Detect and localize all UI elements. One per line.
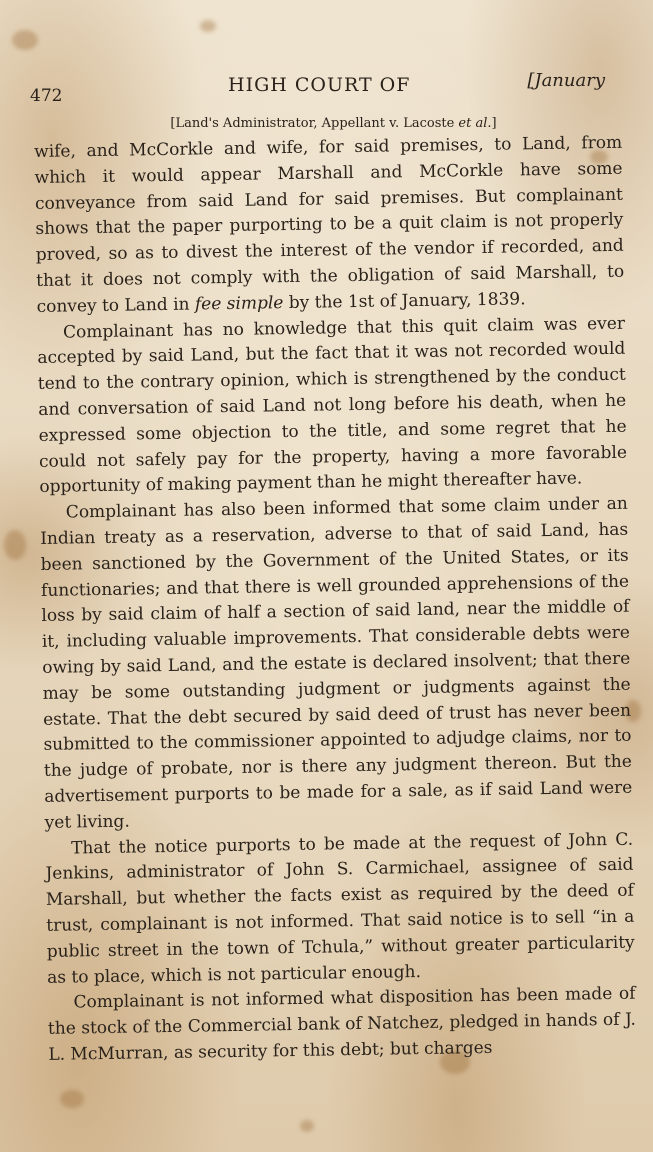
- stain-spot: [4, 530, 26, 560]
- page-header: [30, 70, 605, 106]
- caption-italic: et al.: [458, 116, 492, 131]
- stain-spot: [300, 1120, 314, 1132]
- paragraph-5: Complainant is not informed what disposition has been made of the stock of the Commercial bank of Natchez, pledged in hands of J. L. McMurran, as security for this debt; but charges: [47, 983, 637, 1065]
- paragraph-1-end: by the 1st of January, 1839.: [283, 289, 526, 313]
- stain-spot: [12, 30, 38, 50]
- case-caption: [0, 116, 653, 131]
- caption-close: ]: [491, 116, 497, 131]
- paragraph-4: That the notice purports to be made at the request of John C. Jenkins, administrator of John S. Carmichael, assignee of said Marshall, but whether the facts exist as required by the deed of trust, complainant is not informed. That said notice is to sell “in a public street in the town of Tchula,” without greater particularity as to place, which is not particular enough.: [45, 829, 635, 988]
- paragraph-1-text: wife, and McCorkle and wife, for said premises, to Land, from which it would appear Marshall and McCorkle have some conveyance from said Land for said premises. But complainant shows that the paper purporting to be a quit claim is not properly proved, so as to divest the interest of the vendor if recorded, and that it does not comply with the obligation of said Marshall, to convey to Land in: [34, 132, 625, 317]
- body-text: [34, 131, 637, 1069]
- caption-text: [Land's Administrator, Appellant v. Lacoste: [170, 116, 459, 131]
- date-heading: [January: [527, 70, 605, 91]
- paragraph-1-italic: fee simple: [194, 292, 284, 315]
- stain-spot: [60, 1090, 84, 1108]
- stain-spot: [200, 20, 216, 32]
- page-number: 472: [30, 86, 63, 106]
- running-head: HIGH COURT OF: [228, 74, 411, 96]
- paragraph-3: Complainant has also been informed that some claim under an Indian treaty as a reservation, adverse to that of said Land, has been sanctioned by the Government of the United States, or its functionaries; and that there is well grounded apprehensions of the loss by said claim of half a section of said land, near the middle of it, including valuable improvements. That considerable debts were owing by said Land, and the estate is declared insolvent; that there may be some outstanding judgment or judgments against the estate. That the debt secured by said deed of trust has never been submitted to the commissioner appointed to adjudge claims, nor to the judge of probate, nor is there any judgment thereon. But the advertisement purports to be made for a sale, as if said Land were yet living.: [40, 493, 633, 833]
- paragraph-2: Complainant has no knowledge that this quit claim was ever accepted by said Land, but the fact that it was not recorded would tend to the contrary opinion, which is strengthened by the conduct and conversation of said Land not long before his death, when he expressed some objection to the title, and some regret that he could not safely pay for the property, having a more favorable opportunity of making payment than he might thereafter have.: [37, 313, 628, 498]
- paragraph-1: [34, 131, 625, 321]
